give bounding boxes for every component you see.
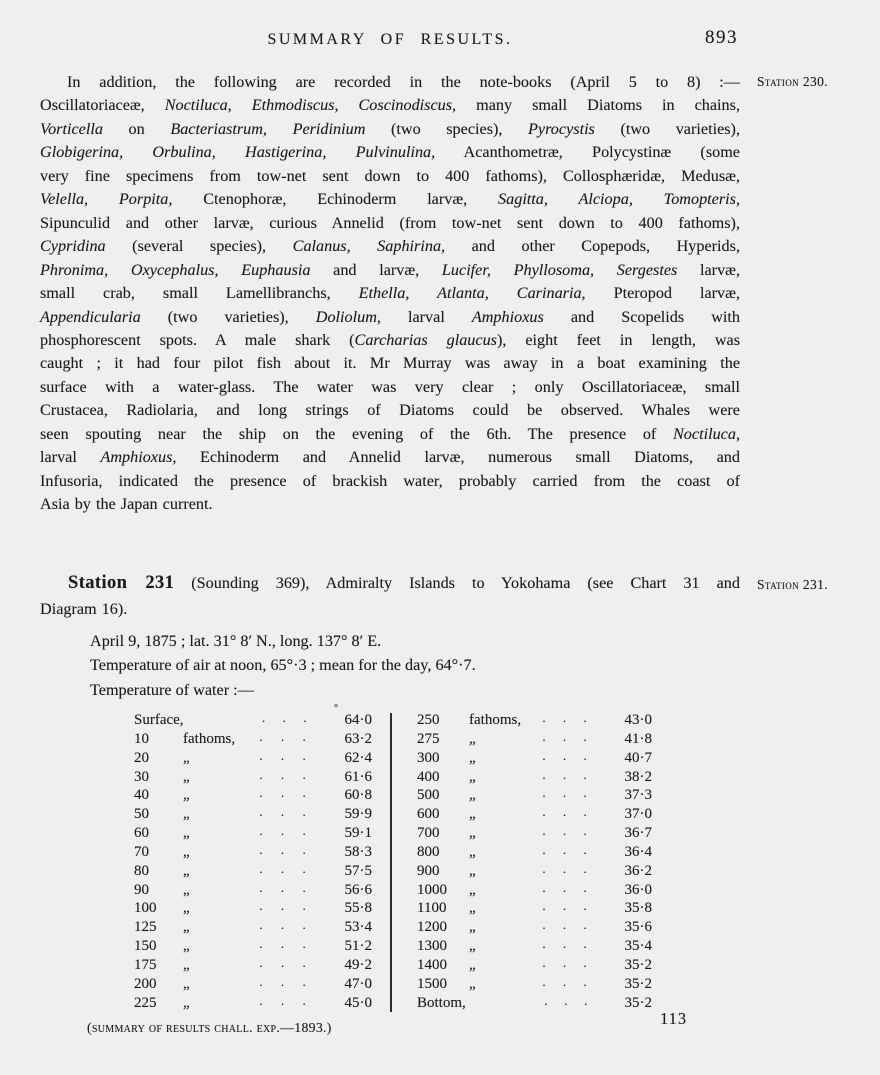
table-right-column xyxy=(417,900,652,917)
ditto-mark: „ xyxy=(183,862,190,879)
leader-dots: . . . xyxy=(259,898,306,914)
temperature-value: 38·2 xyxy=(624,768,652,785)
leader-dots: . . . xyxy=(542,860,587,876)
depth-label: 225 xyxy=(134,994,157,1011)
depth-label: 1100 xyxy=(417,900,447,917)
text-segment: seen spouting near the ship on the evening of the 6th. The presence of xyxy=(40,424,673,443)
leader-dots: . . . xyxy=(259,992,306,1008)
degree-mark: ° xyxy=(334,703,338,714)
species-name-italic: Noctiluca, xyxy=(673,424,740,443)
ditto-mark: „ xyxy=(469,787,476,804)
text-segment: Asia by the Japan current. xyxy=(40,495,213,514)
species-name-italic: Phronima, Oxycephalus, Euphausia xyxy=(40,260,311,279)
text-line xyxy=(40,282,740,305)
leader-dots: . . . xyxy=(259,954,306,970)
depth-label: 275 xyxy=(417,730,440,747)
leader-dots: . . . xyxy=(542,766,587,782)
depth-label: 100 xyxy=(134,900,157,917)
ditto-mark: fathoms, xyxy=(183,730,236,747)
text-segment: and larvæ, xyxy=(310,260,442,279)
text-line xyxy=(40,306,740,329)
temperature-value: 45·0 xyxy=(344,994,372,1011)
depth-label: 1300 xyxy=(417,938,447,955)
depth-label: 1200 xyxy=(417,919,447,936)
species-name-italic: Vorticella xyxy=(40,119,103,138)
ditto-mark: „ xyxy=(469,956,476,973)
margin-note-station-230: Station 230. xyxy=(757,74,829,89)
temperature-value: 60·8 xyxy=(344,787,372,804)
temperature-value: 35·8 xyxy=(624,900,652,917)
text-line xyxy=(40,352,740,375)
leader-dots: . . . xyxy=(542,954,587,970)
species-name-italic: Calanus, Saphirina, xyxy=(292,237,446,256)
table-right-column xyxy=(417,747,652,767)
temperature-value: 43·0 xyxy=(624,712,652,728)
text-line xyxy=(40,165,740,188)
text-segment: Echinoderm and Annelid larvæ, numerous small Diatoms, and xyxy=(176,448,740,467)
leader-dots: . . . xyxy=(542,841,587,857)
text-line xyxy=(40,399,740,422)
leader-dots: . . . xyxy=(542,879,587,895)
leader-dots: . . . xyxy=(259,728,306,744)
depth-label: 300 xyxy=(417,749,440,766)
text-line xyxy=(40,94,740,117)
depth-label: 700 xyxy=(417,825,440,842)
species-name-italic: Lucifer, Phyllosoma, Sergestes xyxy=(441,260,678,279)
text-segment: Pteropod larvæ, xyxy=(585,284,740,303)
depth-label: 500 xyxy=(417,787,440,804)
leader-dots: . . . xyxy=(259,766,306,782)
text-segment: Sipunculid and other larvæ, curious Annelid (from tow-net sent down to 400 fathoms), xyxy=(40,213,740,232)
table-row xyxy=(134,841,652,863)
text-segment: In addition, the following are recorded in the note-books (April 5 to 8) :— xyxy=(67,73,740,91)
depth-label: 50 xyxy=(134,806,149,823)
ditto-mark: „ xyxy=(183,768,190,785)
text-segment: (two varieties), xyxy=(140,307,316,326)
temperature-value: 37·0 xyxy=(624,806,652,823)
depth-label: 150 xyxy=(134,938,157,955)
species-name-italic: Sagitta, Alciopa, Tomopteris, xyxy=(498,190,740,209)
text-segment: many small Diatoms in chains, xyxy=(456,96,740,115)
text-segment: and Scopelids with xyxy=(543,307,740,326)
depth-label: 1500 xyxy=(417,975,447,992)
temperature-value: 56·6 xyxy=(344,881,372,898)
temperature-value: 53·4 xyxy=(344,919,372,936)
running-head-title: SUMMARY OF RESULTS. xyxy=(267,31,513,48)
table-right-column xyxy=(417,787,652,804)
table-row xyxy=(134,860,652,882)
text-segment: (Sounding 369), Admiralty Islands to Yokohama (see Chart 31 and xyxy=(174,574,740,592)
text-segment: caught ; it had four pilot fish about it. Mr Murray was away in a boat examining the xyxy=(40,354,740,373)
leader-dots: . . . xyxy=(259,973,306,989)
leader-dots: . . . xyxy=(544,992,588,1008)
text-segment: larval xyxy=(40,448,101,467)
ditto-mark: „ xyxy=(183,938,190,955)
table-row xyxy=(134,825,652,844)
leader-dots: . . . xyxy=(542,804,587,820)
species-name-italic: Pyrocystis xyxy=(528,119,595,138)
text-line xyxy=(40,493,740,516)
page-number: 893 xyxy=(705,27,738,48)
text-line xyxy=(40,470,740,493)
table-row xyxy=(134,992,652,1014)
table-row xyxy=(134,766,652,788)
ditto-mark: „ xyxy=(469,975,476,992)
ditto-mark: „ xyxy=(183,881,190,898)
table-left-column xyxy=(134,703,372,729)
depth-label: 90 xyxy=(134,881,149,898)
temperature-value: 41·8 xyxy=(624,730,652,747)
text-segment: ), eight feet in length, was xyxy=(496,330,741,349)
table-left-column xyxy=(134,860,372,880)
leader-dots: . . . xyxy=(259,936,306,952)
signature-number: 113 xyxy=(660,1009,688,1028)
leader-dots: . . . xyxy=(542,728,587,744)
depth-label: 1400 xyxy=(417,956,447,973)
species-name-italic: Cypridina xyxy=(40,237,106,256)
station-230-paragraph xyxy=(40,71,740,517)
table-right-column xyxy=(417,806,652,823)
depth-label: 125 xyxy=(134,919,157,936)
leader-dots: . . . xyxy=(259,747,306,763)
text-segment: Oscillatoriaceæ, xyxy=(40,96,165,115)
leader-dots: . . . xyxy=(542,936,587,952)
text-line xyxy=(40,446,740,469)
table-right-column xyxy=(417,860,652,880)
text-line xyxy=(40,259,740,282)
temperature-value: 36·0 xyxy=(624,881,652,898)
depth-label: 80 xyxy=(134,862,149,879)
temperature-value: 47·0 xyxy=(344,975,372,992)
table-right-column xyxy=(417,825,652,842)
table-right-column xyxy=(417,766,652,786)
temperature-value: 62·4 xyxy=(344,749,372,766)
ditto-mark: „ xyxy=(183,806,190,823)
species-name-italic: Amphioxus xyxy=(471,307,544,326)
leader-dots: . . . xyxy=(259,917,306,933)
text-line xyxy=(40,118,740,141)
leader-dots: . . . xyxy=(259,804,306,820)
ditto-mark: „ xyxy=(469,806,476,823)
ditto-mark: „ xyxy=(183,749,190,766)
footer-imprint: (summary of results chall. exp.—1893.) xyxy=(87,1020,332,1035)
depth-label: 200 xyxy=(134,975,157,992)
text-segment: surface with a water-glass. The water was very clear ; only Oscillatoriaceæ, small xyxy=(40,377,740,396)
text-line xyxy=(40,423,740,446)
depth-label: Bottom, xyxy=(417,994,466,1011)
table-row xyxy=(134,879,652,901)
text-line xyxy=(40,571,740,597)
temperature-value: 35·2 xyxy=(624,994,652,1011)
text-line xyxy=(40,212,740,235)
text-line xyxy=(40,597,740,623)
text-segment: very fine specimens from tow-net sent down to 400 fathoms), Collosphæridæ, Medusæ, xyxy=(40,166,740,185)
table-left-column xyxy=(134,806,372,823)
table-row xyxy=(134,900,652,919)
leader-dots: . . . xyxy=(259,823,306,839)
depth-label: 70 xyxy=(134,843,149,860)
table-left-column xyxy=(134,747,372,767)
leader-dots: . . . xyxy=(542,785,587,801)
text-segment: Acanthometræ, Polycystinæ (some xyxy=(435,143,740,162)
leader-dots: . . . xyxy=(542,823,587,839)
leader-dots: . . . xyxy=(259,860,306,876)
text-segment: and other Copepods, Hyperids, xyxy=(445,237,740,256)
depth-label: 800 xyxy=(417,843,440,860)
text-segment: Crustacea, Radiolaria, and long strings of Diatoms could be observed. Whales were xyxy=(40,401,740,420)
table-right-column xyxy=(417,938,652,955)
ditto-mark: „ xyxy=(469,768,476,785)
leader-dots: . . . xyxy=(261,710,307,725)
depth-label: 900 xyxy=(417,862,440,879)
temperature-value: 64·0 ° xyxy=(334,703,372,728)
table-left-column xyxy=(134,954,372,974)
temperature-value: 40·7 xyxy=(624,749,652,766)
table-right-column xyxy=(417,992,652,1012)
station-number-bold: Station 231 xyxy=(68,573,175,593)
species-name-italic: Noctiluca, Ethmodiscus, Coscinodiscus, xyxy=(164,96,457,115)
text-segment: Ctenophoræ, Echinoderm larvæ, xyxy=(172,190,499,209)
table-left-column xyxy=(134,919,372,936)
text-line xyxy=(40,235,740,258)
temperature-value: 59·9 xyxy=(344,806,372,823)
depth-label: 10 xyxy=(134,730,149,747)
temperature-value: 55·8 xyxy=(344,900,372,917)
detail-line: Temperature of air at noon, 65°·3 ; mean for the day, 64°·7. xyxy=(90,656,476,675)
depth-label: 400 xyxy=(417,768,440,785)
species-name-italic: Carcharias glaucus xyxy=(354,330,497,349)
text-line xyxy=(40,329,740,352)
depth-label: 175 xyxy=(134,956,157,973)
ditto-mark: „ xyxy=(469,900,476,917)
species-name-italic: Bacteriastrum, Peridinium xyxy=(170,119,366,138)
leader-dots: . . . xyxy=(542,917,587,933)
species-name-italic: Doliolum, xyxy=(315,307,381,326)
table-left-column xyxy=(134,973,372,993)
ditto-mark: „ xyxy=(183,843,190,860)
temperature-value: 35·2 xyxy=(624,975,652,992)
ditto-mark: „ xyxy=(469,749,476,766)
text-line xyxy=(40,376,740,399)
table-left-column xyxy=(134,728,372,748)
temperature-value: 63·2 xyxy=(344,730,372,747)
text-segment: (two varieties), xyxy=(594,119,740,138)
table-right-column xyxy=(417,954,652,974)
depth-label: 60 xyxy=(134,825,149,842)
leader-dots: . . . xyxy=(542,747,587,763)
species-name-italic: Globigerina, Orbulina, Hastigerina, Pulvinulina, xyxy=(40,143,436,162)
depth-label: 600 xyxy=(417,806,440,823)
ditto-mark: „ xyxy=(183,956,190,973)
text-segment: phosphorescent spots. A male shark ( xyxy=(40,330,355,349)
text-line xyxy=(40,71,740,94)
species-name-italic: Appendicularia xyxy=(40,307,141,326)
ditto-mark: „ xyxy=(183,994,190,1011)
table-left-column xyxy=(134,938,372,955)
text-segment: Infusoria, indicated the presence of brackish water, probably carried from the coast of xyxy=(40,471,740,490)
depth-label: 1000 xyxy=(417,881,447,898)
text-segment: Diagram 16). xyxy=(40,599,128,618)
temperature-value: 49·2 xyxy=(344,956,372,973)
margin-note-station-231: Station 231. xyxy=(757,577,829,592)
text-segment: small crab, small Lamellibranchs, xyxy=(40,284,359,303)
temperature-value: 37·3 xyxy=(624,787,652,804)
temperature-value: 35·4 xyxy=(624,938,652,955)
text-segment: larvæ, xyxy=(677,260,741,279)
table-row xyxy=(134,954,652,976)
ditto-mark: „ xyxy=(183,825,190,842)
ditto-mark: „ xyxy=(183,975,190,992)
ditto-mark: „ xyxy=(469,919,476,936)
temperature-value: 57·5 xyxy=(344,862,372,879)
table-left-column xyxy=(134,825,372,842)
table-row xyxy=(134,728,652,750)
text-segment: larval xyxy=(380,307,472,326)
depth-label: 30 xyxy=(134,768,149,785)
table-left-column xyxy=(134,879,372,899)
table-left-column xyxy=(134,900,372,917)
table-row xyxy=(134,973,652,995)
leader-dots: . . . xyxy=(259,841,306,857)
table-row xyxy=(134,747,652,769)
text-segment: on xyxy=(102,119,171,138)
ditto-mark: „ xyxy=(469,938,476,955)
detail-line: Temperature of water :— xyxy=(90,680,254,699)
temperature-value: 36·4 xyxy=(624,843,652,860)
leader-dots: . . . xyxy=(542,973,587,989)
ditto-mark: „ xyxy=(183,919,190,936)
ditto-mark: „ xyxy=(469,730,476,747)
text-line xyxy=(40,141,740,164)
temperature-value: 35·2 xyxy=(624,956,652,973)
ditto-mark: „ xyxy=(469,881,476,898)
temperature-value: 58·3 xyxy=(344,843,372,860)
leader-dots: . . . xyxy=(259,879,306,895)
leader-dots: . . . xyxy=(542,898,587,914)
ditto-mark: „ xyxy=(183,787,190,804)
ditto-mark: „ xyxy=(183,900,190,917)
text-line xyxy=(40,188,740,211)
temperature-value: 36·7 xyxy=(624,825,652,842)
table-left-column xyxy=(134,992,372,1012)
table-right-column xyxy=(417,712,652,729)
temperature-value: 51·2 xyxy=(344,938,372,955)
text-segment: (two species), xyxy=(365,119,529,138)
temperature-value: 36·2 xyxy=(624,862,652,879)
temperature-value: 61·6 xyxy=(344,768,372,785)
species-name-italic: Amphioxus, xyxy=(100,448,177,467)
ditto-mark: fathoms, xyxy=(469,712,522,728)
table-right-column xyxy=(417,728,652,748)
temperature-value: 59·1 xyxy=(344,825,372,842)
station-231-heading xyxy=(40,571,740,622)
water-temperature-table xyxy=(134,703,652,1014)
table-left-column xyxy=(134,766,372,786)
depth-label: 40 xyxy=(134,787,149,804)
depth-label: Surface, xyxy=(134,712,184,728)
table-left-column xyxy=(134,841,372,861)
ditto-mark: „ xyxy=(469,862,476,879)
ditto-mark: „ xyxy=(469,825,476,842)
leader-dots: . . . xyxy=(259,785,306,801)
table-row xyxy=(134,938,652,957)
species-name-italic: Ethella, Atlanta, Carinaria, xyxy=(358,284,586,303)
table-row xyxy=(134,787,652,806)
table-row xyxy=(134,703,652,731)
depth-label: 20 xyxy=(134,749,149,766)
table-right-column xyxy=(417,879,652,899)
table-right-column xyxy=(417,919,652,936)
text-segment: (several species), xyxy=(105,237,293,256)
depth-label: 250 xyxy=(417,712,440,728)
station-231-details xyxy=(90,629,730,702)
leader-dots: . . . xyxy=(542,710,587,725)
temperature-value: 35·6 xyxy=(624,919,652,936)
table-right-column xyxy=(417,973,652,993)
table-row xyxy=(134,806,652,825)
detail-line: April 9, 1875 ; lat. 31° 8′ N., long. 137° 8′ E. xyxy=(90,632,382,650)
table-left-column xyxy=(134,787,372,804)
table-row xyxy=(134,919,652,938)
table-right-column xyxy=(417,841,652,861)
species-name-italic: Velella, Porpita, xyxy=(40,190,173,209)
ditto-mark: „ xyxy=(469,843,476,860)
